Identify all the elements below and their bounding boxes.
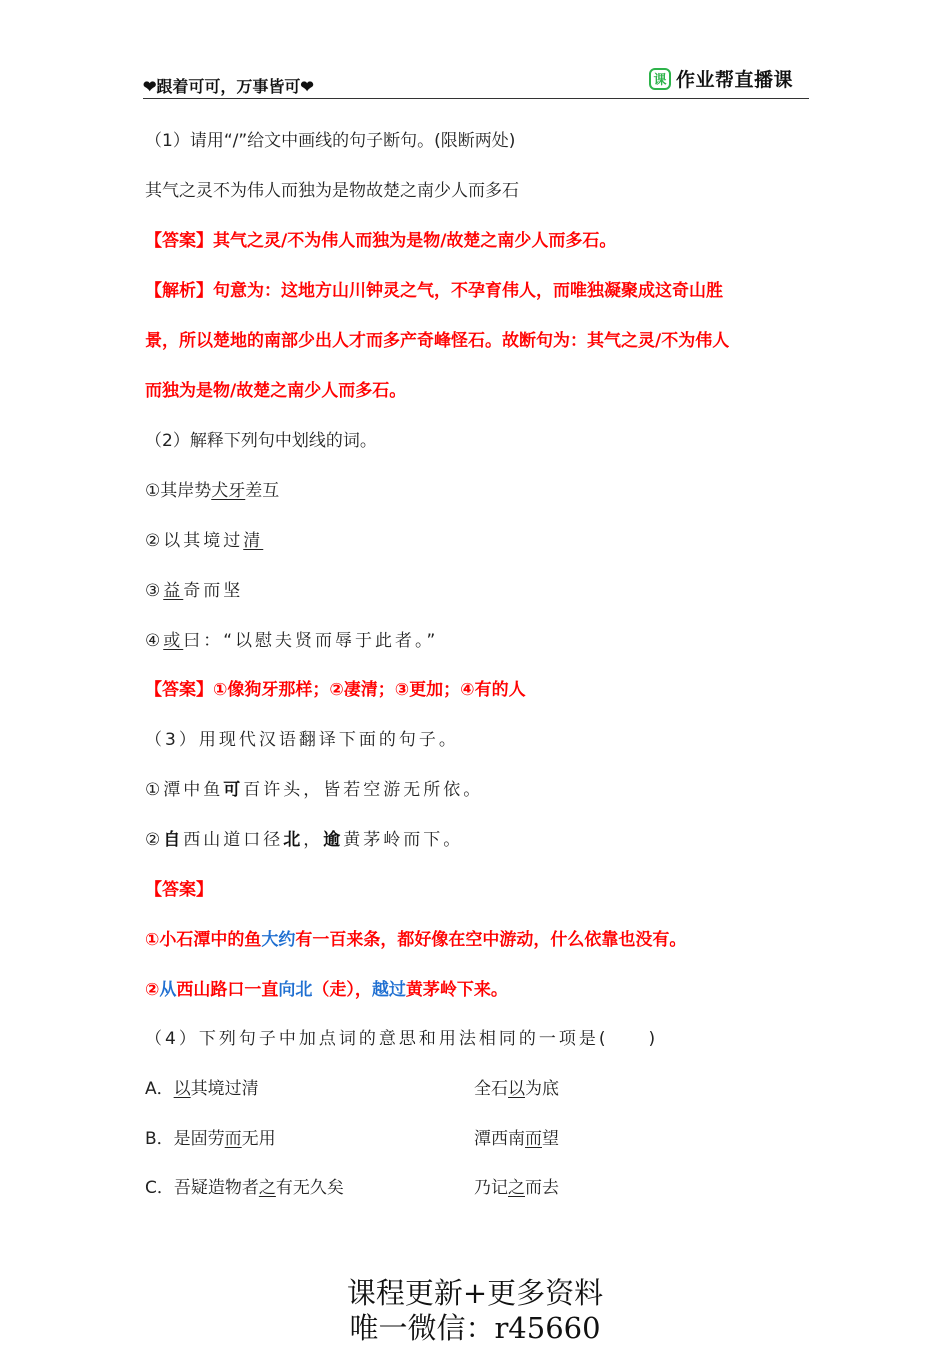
q2-item-2-text: ②以其境过 — [145, 531, 244, 551]
q2-item-4-number: ④ — [145, 631, 164, 651]
footer-line-2: 唯一微信：r45660 — [349, 1311, 601, 1345]
q2-item-3-underlined: 益 — [163, 581, 184, 601]
q4-a2-text: 全石 — [474, 1079, 508, 1099]
brand-book-icon: 课 — [649, 68, 671, 90]
q4-c-dotted-word: 之 — [258, 1178, 276, 1198]
q4-a-label: A． — [145, 1079, 174, 1099]
q2-item-1-text: ①其岸势 — [145, 481, 212, 501]
q3-a2-key-word-1: 从 — [159, 980, 177, 1000]
q4-c-text-end: 有无久矣 — [275, 1178, 344, 1198]
q3-a2-text-mid: （走）， — [312, 980, 372, 1000]
q4-option-c-right — [474, 1177, 559, 1199]
q3-a2-key-word-3: 越过 — [371, 980, 406, 1000]
q3-a1-key-word: 大约 — [261, 930, 296, 950]
q4-a2-text-end: 为底 — [525, 1079, 559, 1099]
q3-s1-key-word: 可 — [223, 780, 244, 800]
q4-a-text: 其境过清 — [190, 1079, 259, 1099]
q3-s1-text-end: 百许头，皆若空游无所依。 — [243, 780, 484, 800]
q1-analysis-line3: 而独为是物/故楚之南少人而多石。 — [145, 381, 407, 401]
q3-prompt: （3）用现代汉语翻译下面的句子。 — [145, 730, 459, 750]
q2-item-1-text-end: 差互 — [245, 481, 280, 501]
q3-answer-1 — [145, 929, 686, 951]
q3-a2-number: ② — [145, 980, 160, 1000]
q2-item-4-text-end: 曰：“以慰夫贤而辱于此者。” — [183, 631, 439, 651]
q1-analysis-line2: 景，所以楚地的南部少出人才而多产奇峰怪石。故断句为：其气之灵/不为伟人 — [145, 331, 730, 351]
q3-a2-text: 西山路口一直 — [176, 980, 279, 1000]
q2-item-4-underlined: 或 — [163, 631, 184, 651]
q1-analysis-line1: 【解析】句意为：这地方山川钟灵之气，不孕育伟人，而唯独凝聚成这奇山胜 — [145, 281, 723, 301]
q4-prompt: （4）下列句子中加点词的意思和用法相同的一项是( ) — [145, 1029, 659, 1049]
q4-b2-dotted-word: 而 — [525, 1129, 542, 1149]
q3-answer-label: 【答案】 — [145, 880, 213, 900]
q4-c2-dotted-word: 之 — [508, 1178, 525, 1198]
q4-c2-text: 乃记 — [474, 1178, 508, 1198]
q3-s1-text: ①潭中鱼 — [145, 780, 224, 800]
q2-item-3-text-end: 奇而坚 — [183, 581, 244, 601]
q3-a2-key-word-2: 向北 — [278, 980, 313, 1000]
q2-item-1-underlined: 犬牙 — [211, 481, 246, 501]
q3-s2-key-word-2: 北 — [283, 830, 304, 850]
header-slogan: ❤跟着可可，万事皆可❤ — [143, 77, 314, 96]
q3-s2-comma: ， — [303, 830, 324, 850]
q4-option-a-left — [145, 1078, 259, 1100]
q4-c2-text-end: 而去 — [525, 1178, 559, 1198]
q2-item-1 — [145, 480, 279, 502]
q3-s2-key-word-3: 逾 — [323, 830, 344, 850]
q1-answer: 【答案】其气之灵/不为伟人而独为是物/故楚之南少人而多石。 — [145, 231, 617, 251]
q4-c-text: C．吾疑造物者 — [145, 1178, 259, 1198]
brand-logo — [649, 65, 793, 92]
q2-item-4 — [145, 630, 438, 652]
page-header — [143, 62, 809, 99]
q3-answer-2 — [145, 979, 508, 1001]
footer-line-1: 课程更新+更多资料 — [346, 1276, 604, 1310]
q3-s2-text: 西山道口径 — [183, 830, 284, 850]
q3-a1-text: ①小石潭中的鱼 — [145, 930, 262, 950]
q3-sentence-1 — [145, 779, 483, 801]
q1-prompt: （1）请用“/”给文中画线的句子断句。(限断两处) — [145, 131, 516, 151]
q3-a2-text-end: 黄茅岭下来。 — [405, 980, 508, 1000]
q4-a2-dotted-word: 以 — [508, 1079, 525, 1099]
q2-item-3-number: ③ — [145, 581, 164, 601]
q4-b-dotted-word: 而 — [224, 1129, 242, 1149]
q4-b2-text-end: 望 — [542, 1129, 559, 1149]
q4-b-text: B．是固劳 — [145, 1129, 225, 1149]
q4-option-a-right — [474, 1078, 559, 1100]
q2-item-2 — [145, 530, 263, 552]
q4-a-dotted-word: 以 — [173, 1079, 191, 1099]
q1-sentence: 其气之灵不为伟人而独为是物故楚之南少人而多石 — [145, 181, 519, 201]
q4-option-c-left — [145, 1177, 344, 1199]
q2-item-2-underlined: 清 — [243, 531, 264, 551]
q3-a1-text-end: 有一百来条，都好像在空中游动，什么依靠也没有。 — [295, 930, 687, 950]
q3-s2-key-word-1: 自 — [163, 830, 184, 850]
q3-sentence-2 — [145, 829, 463, 851]
q3-s2-number: ② — [145, 830, 164, 850]
q2-answer: 【答案】①像狗牙那样；②凄清；③更加；④有的人 — [145, 680, 526, 700]
q4-b2-text: 潭西南 — [474, 1129, 525, 1149]
q3-s2-text-end: 黄茅岭而下。 — [343, 830, 464, 850]
q2-prompt: （2）解释下列句中划线的词。 — [145, 431, 377, 451]
q2-item-3 — [145, 580, 243, 602]
q4-option-b-left — [145, 1128, 276, 1150]
brand-name: 作业帮直播课 — [675, 69, 793, 91]
q4-option-b-right — [474, 1128, 559, 1150]
q4-b-text-end: 无用 — [241, 1129, 276, 1149]
